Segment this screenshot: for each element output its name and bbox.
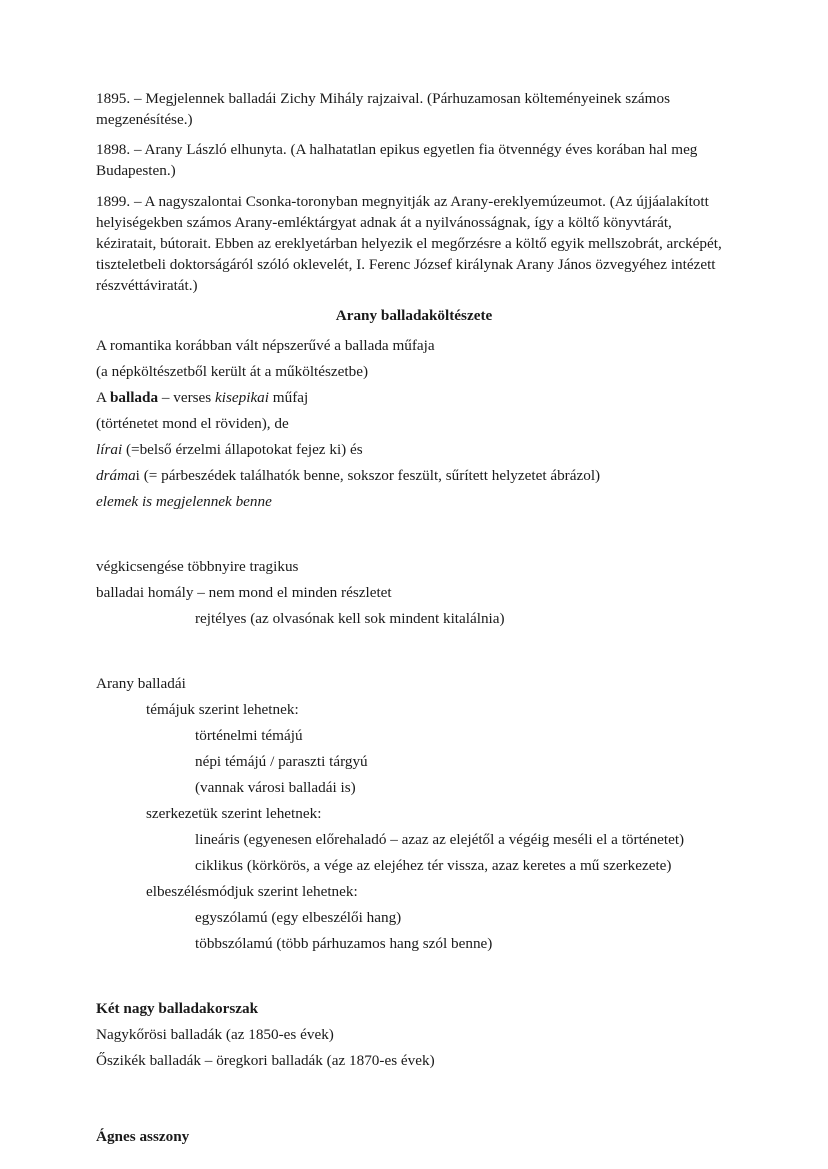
spacer-after-definition-2 [96, 541, 732, 554]
chronology-entry-1899: 1899. – A nagyszalontai Csonka-toronyban megnyitják az Arany-ereklyemúzeumot. (Az újjáalakított helyiségekben számos Arany-emléktárgyat adnak át a nyilvánosságnak, így a költő könyvtárát, kéziratait, bútorait. Ebben az ereklyetárban helyezik el megőrzésre a költő egyik mellszobrát, arcképét, tiszteletbeli doktorságáról szóló oklevelét, I. Ferenc József királynak Arany János özvegyéhez intézett részvéttáviratát.) [96, 192, 722, 294]
ballada-term: ballada [109, 389, 159, 407]
spacer-before-outline-2 [96, 658, 732, 671]
definition-line-tortenetet: (történetet mond el röviden), de [96, 415, 289, 433]
chronology-entry-1895: 1895. – Megjelennek balladái Zichy Mihály rajzaival. (Párhuzamosan költeményeinek számos megzenésítése.) [96, 90, 670, 129]
ballada-prefix: A [96, 389, 110, 407]
definition-line-nepkoltészet: (a népköltészetből került át a műköltészetbe) [96, 363, 369, 381]
periods-heading: Két nagy balladakorszak [96, 1000, 259, 1018]
lirai-term-italic: lírai [96, 441, 123, 459]
outline-item-temajuk: témájuk szerint lehetnek: [146, 701, 299, 719]
feature-balladai-homaly: balladai homály – nem mond el minden részletet [96, 584, 392, 602]
spacer-before-periods [96, 957, 732, 983]
document-body [96, 88, 732, 1150]
ballada-genre-italic: kisepikai [215, 389, 269, 407]
definition-line-ballada [96, 385, 732, 411]
outline-title: Arany balladái [96, 675, 186, 693]
feature-vegkicsenges: végkicsengése többnyire tragikus [96, 558, 299, 576]
spacer-before-periods-2 [96, 983, 732, 996]
feature-rejtelyes: rejtélyes (az olvasónak kell sok mindent kitalálnia) [195, 610, 505, 628]
outline-item-nepi: népi témájú / paraszti tárgyú [195, 753, 368, 771]
drama-rest: i (= párbeszédek találhatók benne, sokszor feszült, sűrített helyzetet ábrázol) [135, 467, 601, 485]
period-nagykorosi: Nagykőrösi balladák (az 1850-es évek) [96, 1026, 334, 1044]
drama-term-italic: dráma [96, 467, 136, 485]
definition-line-dramai [96, 463, 732, 489]
outline-item-linearis: lineáris (egyenesen előrehaladó – azaz az elejétől a végéig meséli el a történetet) [195, 831, 685, 849]
outline-item-ciklikus: ciklikus (körkörös, a vége az elejéhez tér vissza, azaz keretes a mű szerkezete) [195, 857, 672, 875]
spacer-before-poem-2 [96, 1100, 732, 1124]
definition-line-elemek: elemek is megjelennek benne [96, 493, 272, 511]
outline-item-varosi: (vannak városi balladái is) [195, 779, 356, 797]
outline-item-elbeszelesmodjuk: elbeszélésmódjuk szerint lehetnek: [146, 883, 358, 901]
spacer-before-poem [96, 1074, 732, 1100]
lirai-rest: (=belső érzelmi állapotokat fejez ki) és [122, 441, 363, 459]
ballada-suffix: műfaj [269, 389, 309, 407]
spacer-before-outline [96, 632, 732, 658]
section-title: Arany balladaköltészete [335, 307, 493, 325]
poem-title: Ágnes asszony [96, 1128, 190, 1146]
period-oszikek: Őszikék balladák – öregkori balladák (az 1870-es évek) [96, 1052, 435, 1070]
outline-item-egyszolamu: egyszólamú (egy elbeszélői hang) [195, 909, 402, 927]
spacer-after-definition [96, 515, 732, 541]
outline-item-tobbszolamu: többszólamú (több párhuzamos hang szól benne) [195, 935, 493, 953]
definition-line-romantika: A romantika korábban vált népszerűvé a ballada műfaja [96, 337, 435, 355]
definition-line-lirai [96, 437, 732, 463]
outline-item-tortenelmi: történelmi témájú [195, 727, 303, 745]
ballada-mid: – verses [158, 389, 216, 407]
outline-item-szerkezetuk: szerkezetük szerint lehetnek: [146, 805, 322, 823]
chronology-entry-1898: 1898. – Arany László elhunyta. (A halhatatlan epikus egyetlen fia ötvennégy éves korában hal meg Budapesten.) [96, 141, 698, 180]
